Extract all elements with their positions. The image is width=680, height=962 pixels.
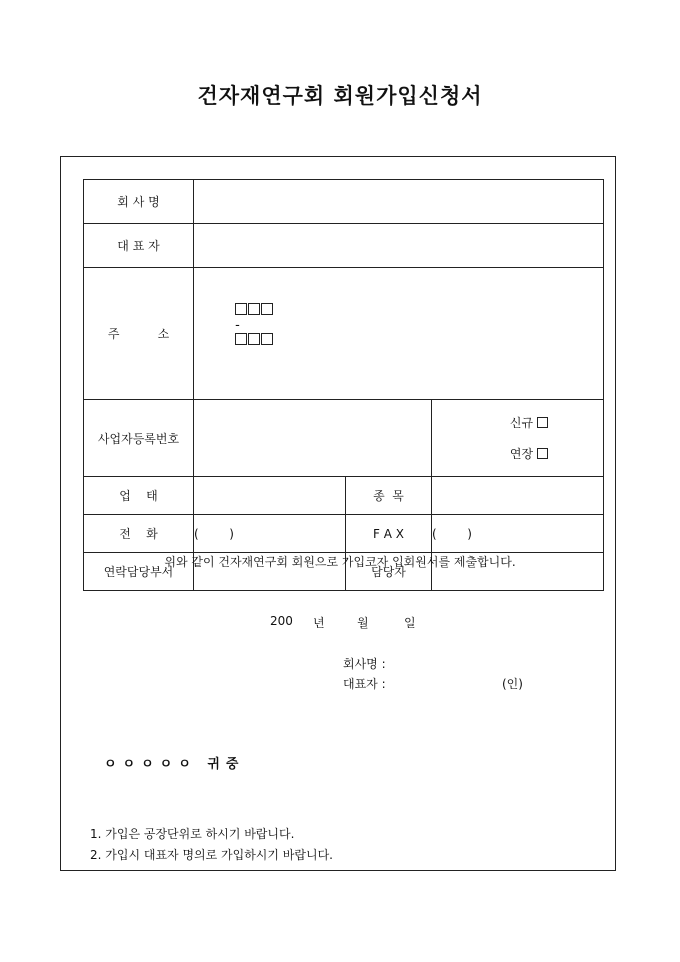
document-title: 건자재연구회 회원가입신청서 [197,83,483,108]
phone-row [84,515,604,553]
seal-mark: (인) [502,677,523,691]
company-name-field[interactable] [194,180,604,224]
postal-code-boxes [194,288,603,363]
signature-company-label: 회사명 : [343,657,386,671]
new-checkbox[interactable] [537,417,548,428]
note-item: 2. 가입시 대표자 명의로 가입하시기 바랍니다. [90,848,333,862]
business-type-row [84,477,604,515]
signature-representative-label: 대표자 : [343,677,386,691]
date-year-unit: 년 [313,616,325,630]
date-month-unit: 월 [357,616,369,630]
item-field[interactable] [432,477,604,515]
zip-box[interactable] [261,303,273,315]
address-field[interactable] [194,268,604,400]
contact-department-label: 연락담당부서 [84,553,194,591]
representative-label: 대 표 자 [84,224,194,268]
item-label: 종 목 [346,477,432,515]
fax-field[interactable]: ( ) [432,515,604,553]
application-form-table [83,179,604,591]
zip-box[interactable] [261,333,273,345]
renew-label: 연장 [509,447,534,461]
phone-label: 전 화 [84,515,194,553]
company-row [84,180,604,224]
zip-box[interactable] [235,333,247,345]
application-statement: 위와 같이 건자재연구회 회원으로 가입코자 입회원서를 제출합니다. [164,555,516,569]
address-label: 주 소 [84,268,194,400]
business-number-row [84,400,604,477]
fax-label: F A X [346,515,432,553]
business-number-field[interactable] [194,400,432,477]
business-number-label: 사업자등록번호 [84,400,194,477]
zip-box[interactable] [248,333,260,345]
contact-person-label: 담당자 [346,553,432,591]
zip-separator: - [235,318,241,333]
address-row [84,268,604,400]
representative-row [84,224,604,268]
business-type-field[interactable] [194,477,346,515]
representative-field[interactable] [194,224,604,268]
zip-box[interactable] [248,303,260,315]
date-year: 200 [270,614,293,628]
zip-box[interactable] [235,303,247,315]
renew-checkbox[interactable] [537,448,548,459]
phone-field[interactable]: ( ) [194,515,346,553]
date-day-unit: 일 [404,616,416,630]
note-item: 1. 가입은 공장단위로 하시기 바랍니다. [90,827,295,841]
new-label: 신규 [509,416,534,430]
addressee: ㅇㅇㅇㅇㅇ 귀중 [104,757,245,772]
company-name-label: 회 사 명 [84,180,194,224]
membership-type-cell [432,400,604,477]
business-type-label: 업 태 [84,477,194,515]
